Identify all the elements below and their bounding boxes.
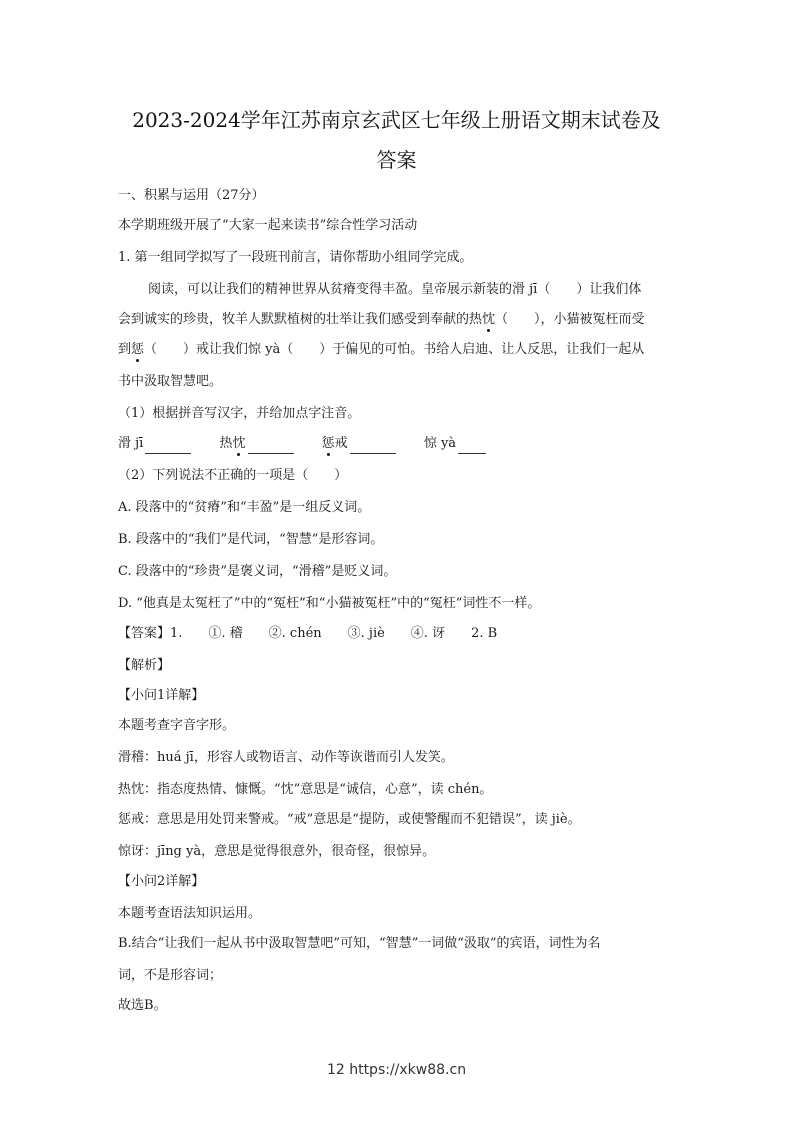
answer-blank-b[interactable] bbox=[248, 439, 294, 454]
option-a: A. 段落中的“贫瘠”和“丰盈”是一组反义词。 bbox=[118, 500, 371, 515]
detail-1-intro: 本题考查字音字形。 bbox=[118, 718, 236, 733]
passage-line-3: 到惩（ ）戒让我们惊 yà（ ）于偏见的可怕。书给人启迪、让人反思，让我们一起从 bbox=[118, 342, 645, 357]
passage-line-1: 阅读，可以让我们的精神世界从贫瘠变得丰盈。皇帝展示新装的滑 jī（ ）让我们体 bbox=[148, 282, 642, 297]
option-b: B. 段落中的“我们”是代词，“智慧”是形容词。 bbox=[118, 532, 384, 547]
fill-in-row: 滑 jī 热忱 惩戒 惊 yà bbox=[118, 434, 698, 454]
page-footer: 12 https://xkw88.cn bbox=[326, 1062, 467, 1078]
detail-2-line-1: B.结合“让我们一起从书中汲取智慧吧”可知，“智慧”一词做“汲取”的宾语，词性为名 bbox=[118, 936, 601, 951]
dotted-char-cheng: 惩 bbox=[131, 342, 145, 357]
answer-line: 【答案】1. ①. 稽 ②. chén ③. jiè ④. 讶 2. B bbox=[118, 626, 498, 641]
detail-1-label: 【小问1详解】 bbox=[118, 688, 205, 703]
passage-line-2: 会到诚实的珍贵，牧羊人默默植树的壮举让我们感受到奉献的热忱（ ），小猫被冤枉而受 bbox=[118, 312, 645, 327]
title-line-2: 答案 bbox=[376, 148, 417, 172]
detail-2-intro: 本题考查语法知识运用。 bbox=[118, 906, 262, 921]
detail-2-line-2: 词，不是形容词； bbox=[118, 968, 223, 983]
question-1: 1. 第一组同学拟写了一段班刊前言，请你帮助小组同学完成。 bbox=[118, 250, 473, 265]
section-heading: 一、积累与运用（27分） bbox=[118, 188, 265, 203]
dotted-char-chen-2: 忱 bbox=[232, 436, 246, 451]
option-c: C. 段落中的“珍贵”是褒义词，“滑稽”是贬义词。 bbox=[118, 564, 397, 579]
document-title bbox=[100, 100, 693, 180]
fill-item-d: 惊 yà bbox=[423, 436, 457, 451]
title-line-1: 2023-2024学年江苏南京玄武区七年级上册语文期末试卷及 bbox=[132, 108, 661, 132]
fill-item-a: 滑 jī bbox=[118, 436, 144, 451]
answer-blank-a[interactable] bbox=[145, 439, 191, 454]
sub-question-1: （1）根据拼音写汉字，并给加点字注音。 bbox=[118, 406, 361, 421]
answer-blank-d[interactable] bbox=[458, 439, 486, 454]
analysis-label: 【解析】 bbox=[118, 658, 171, 673]
detail-1-item: 滑稽：huá jī，形容人或物语言、动作等诙谐而引人发笑。 bbox=[118, 750, 454, 765]
passage-line-4: 书中汲取智慧吧。 bbox=[118, 374, 223, 389]
conclusion: 故选B。 bbox=[118, 998, 167, 1013]
detail-1-item: 惩戒：意思是用处罚来警戒。“戒”意思是“提防，或使警醒而不犯错误”，读 jiè。 bbox=[118, 812, 581, 827]
activity-intro: 本学期班级开展了“大家一起来读书”综合性学习活动 bbox=[118, 218, 418, 233]
detail-2-label: 【小问2详解】 bbox=[118, 874, 205, 889]
dotted-char-cheng-2: 惩 bbox=[321, 436, 335, 451]
sub-question-2: （2）下列说法不正确的一项是（ ） bbox=[118, 468, 348, 483]
answer-blank-c[interactable] bbox=[350, 439, 396, 454]
option-d: D. “他真是太冤枉了”中的“冤枉”和“小猫被冤枉”中的“冤枉”词性不一样。 bbox=[118, 596, 541, 611]
dotted-char-chen: 忱 bbox=[482, 312, 496, 327]
detail-1-item: 惊讶：jīng yà，意思是觉得很意外，很奇怪，很惊异。 bbox=[118, 844, 436, 859]
detail-1-item: 热忱：指态度热情、慷慨。“忱”意思是“诚信，心意”，读 chén。 bbox=[118, 782, 493, 797]
